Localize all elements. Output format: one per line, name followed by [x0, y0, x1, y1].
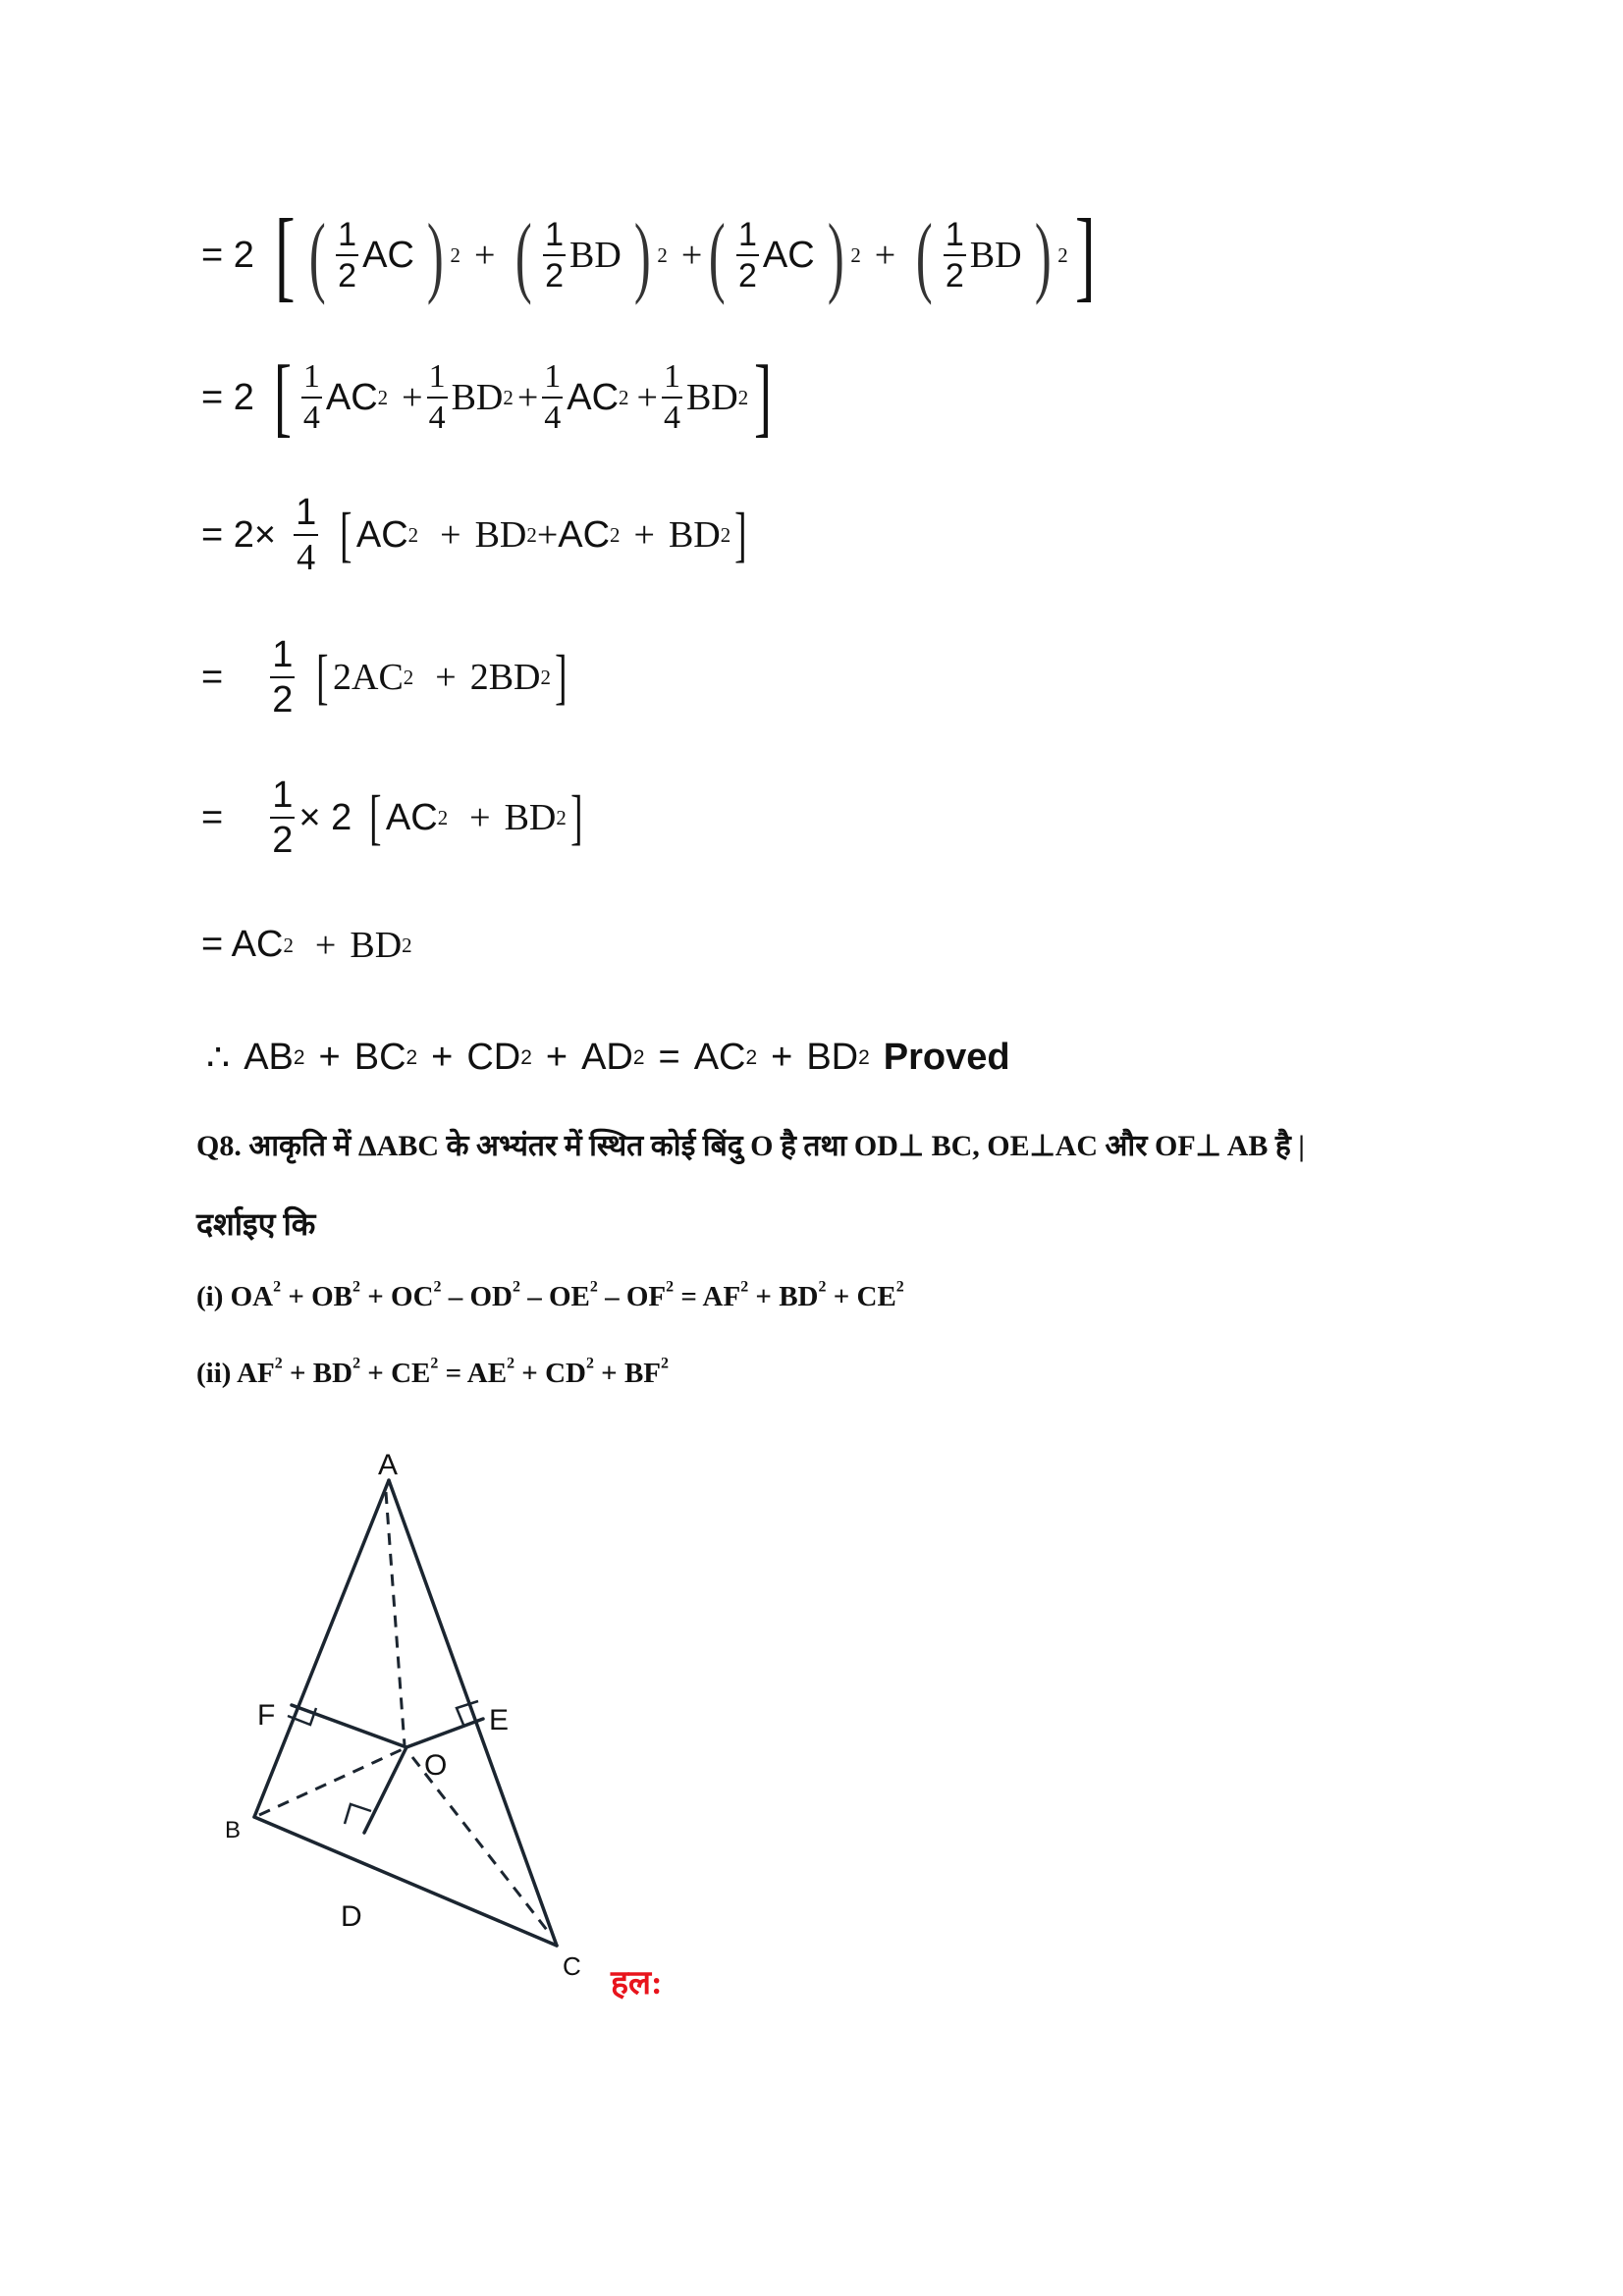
- side-bc: [254, 1817, 557, 1946]
- question-part-ii: (ii) $AF^2 + BD^2 + CE^2 = AE^2 + CD^2 + BF^2$: [196, 1355, 669, 1389]
- close-bracket: ]: [1074, 198, 1096, 311]
- dashed-ob: [259, 1749, 403, 1815]
- segment-oe: [406, 1719, 483, 1747]
- proof-step-6: = AC 2 + BD 2: [201, 924, 412, 966]
- fraction: $\frac{1}{2}$: [338, 216, 357, 294]
- proof-step-3: = 2× $\frac{1}{4}$ [ AC 2 + BD 2 + AC 2 + BD 2 ]: [201, 492, 747, 578]
- proof-step-1: = 2 [ ( $\frac{1}{2}$ AC ) 2 + ( $\frac{1}{2}$ BD ) 2 + ( $\frac{1}{2}$ AC ) 2 + ( $\frac{1}{2}$ BD ) 2 ]: [201, 198, 1096, 311]
- label-e: E: [489, 1704, 510, 1736]
- question-text: आकृति में ΔABC के अभ्यंतर में स्थित कोई बिंदु O है तथा OD⊥ BC, OE⊥AC और OF⊥ AB है |: [248, 1130, 1305, 1162]
- proved-label: Proved: [883, 1037, 1010, 1078]
- therefore-symbol: ∴: [206, 1038, 231, 1079]
- question-number: Q8.: [196, 1130, 242, 1162]
- label-d: D: [341, 1900, 362, 1933]
- label-a: A: [378, 1449, 399, 1481]
- side-ca: [389, 1480, 557, 1946]
- proof-step-2: = 2 [ $\frac{1}{4}$ AC 2 + $\frac{1}{4}$ BD 2 + $\frac{1}{4}$ AC 2 + $\frac{1}{4}$ BD 2 ]: [201, 348, 773, 446]
- proof-step-5: = $\frac{1}{2}$ × 2 [ AC 2 + BD 2 ]: [201, 774, 583, 861]
- label-o: O: [424, 1749, 448, 1782]
- solution-label: हल:: [611, 1965, 663, 2002]
- dashed-oc: [412, 1757, 550, 1934]
- label-b: B: [225, 1817, 242, 1843]
- side-ab: [254, 1480, 389, 1817]
- segment-of: [292, 1705, 406, 1747]
- question-part-i: (i) $OA^2 + OB^2 + OC^2 - OD^2 - OE^2 - OF^2 = AF^2 + BD^2 + CE^2$: [196, 1278, 904, 1312]
- segment-od: [364, 1747, 406, 1833]
- question-instruction: दर्शाइए कि: [196, 1206, 316, 1242]
- proof-step-4: = $\frac{1}{2}$ [ 2AC 2 + 2BD 2 ]: [201, 634, 568, 721]
- dashed-oa: [386, 1492, 405, 1745]
- label-c: C: [563, 1951, 581, 1981]
- label-f: F: [257, 1699, 276, 1732]
- step-prefix: = 2: [201, 234, 254, 276]
- right-angle-d: [345, 1804, 371, 1824]
- open-bracket: [: [274, 198, 296, 311]
- proof-conclusion: ∴ AB 2 + BC 2 + CD 2 + AD 2 = AC 2 + BD 2 Proved: [206, 1037, 1010, 1079]
